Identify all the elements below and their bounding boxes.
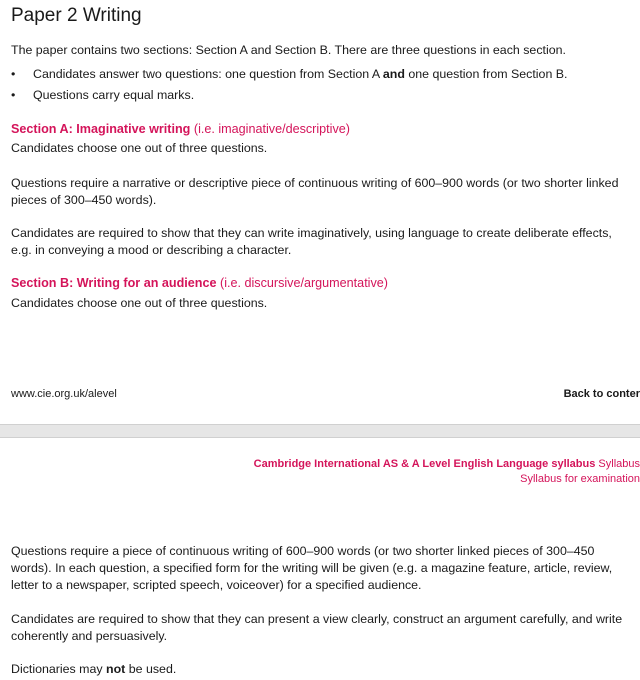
- page-title: Paper 2 Writing: [11, 5, 142, 26]
- section-b-choose: Candidates choose one out of three questions.: [11, 296, 268, 310]
- intro-paragraph: The paper contains two sections: Section A and Section B. There are three questions in each section.: [11, 43, 566, 57]
- page-break: [0, 424, 640, 438]
- emphasis-not: not: [106, 662, 126, 676]
- running-header-subtitle: Syllabus for examination: [520, 473, 640, 485]
- bullet-dot: •: [11, 88, 16, 102]
- back-to-contents-link[interactable]: Back to conter: [563, 388, 640, 400]
- emphasis-and: and: [382, 67, 405, 81]
- section-a-requirement: Questions require a narrative or descriptive piece of continuous writing of 600–900 words (or two shorter linked pieces of 300–450 words).: [11, 176, 619, 207]
- section-b-heading: Section B: Writing for an audience (i.e. discursive/argumentative): [11, 276, 388, 290]
- running-header-title: Cambridge International AS & A Level English Language syllabus: [253, 458, 596, 470]
- bullet-dot: •: [11, 67, 16, 81]
- section-a-skills: Candidates are required to show that they can write imaginatively, using language to create deliberate effects, e.g. in conveying a mood or describing a character.: [11, 226, 612, 257]
- section-b-skills: Candidates are required to show that they can present a view clearly, construct an argument carefully, and write coherently and persuasively.: [11, 612, 623, 643]
- footer-url-link[interactable]: www.cie.org.uk/alevel: [11, 388, 117, 400]
- section-a-choose: Candidates choose one out of three questions.: [11, 141, 268, 155]
- section-a-heading: Section A: Imaginative writing (i.e. imaginative/descriptive): [11, 122, 350, 136]
- running-header: Cambridge International AS & A Level English Language syllabus Syllabus Syllabus for examination: [253, 458, 640, 485]
- dictionaries-note: Dictionaries may not be used.: [11, 662, 177, 676]
- section-b-requirement: Questions require a piece of continuous writing of 600–900 words (or two shorter linked pieces of 300–450 words). In each question, a specified form for the writing will be given (e.g. a magazine feature, article, review, letter to a newspaper, scripted speech, voiceover) for a specified audience.: [11, 544, 613, 592]
